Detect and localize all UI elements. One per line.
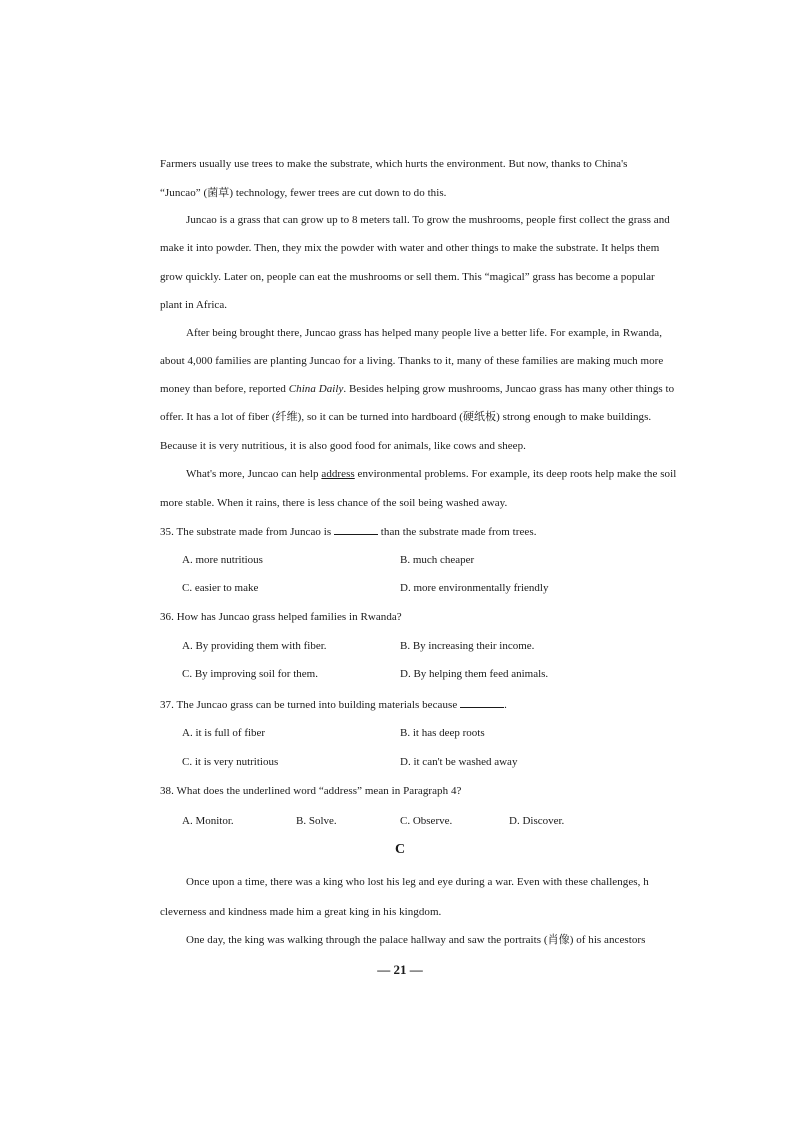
- question-37-option-d: D. it can't be washed away: [400, 756, 518, 768]
- page-number: — 21 —: [377, 962, 423, 977]
- question-38-option-c: C. Observe.: [400, 815, 453, 827]
- question-35-stem-after: than the substrate made from trees.: [378, 526, 537, 538]
- passage-p2-line-2: make it into powder. Then, they mix the powder with water and other things to make the substrate. It helps them: [160, 242, 660, 254]
- question-38-option-a: A. Monitor.: [182, 815, 234, 827]
- question-37-option-b: B. it has deep roots: [400, 727, 485, 739]
- answer-blank: [334, 524, 378, 535]
- passage-p3-line-2: about 4,000 families are planting Juncao for a living. Thanks to it, many of these families are making much more: [160, 355, 664, 367]
- question-38-stem: 38. What does the underlined word “address” mean in Paragraph 4?: [160, 785, 462, 797]
- answer-blank: [460, 697, 504, 708]
- question-37-stem-before: 37. The Juncao grass can be turned into building materials because: [160, 699, 461, 711]
- question-37-stem: [160, 697, 507, 712]
- passage-p3-line-3-after: . Besides helping grow mushrooms, Juncao grass has many other things to: [343, 383, 675, 395]
- section-c-heading: C: [394, 842, 406, 857]
- question-35-option-a: A. more nutritious: [182, 554, 263, 566]
- question-35-option-d: D. more environmentally friendly: [400, 582, 549, 594]
- passage-p1-line-1: Farmers usually use trees to make the substrate, which hurts the environment. But now, thanks to China's: [160, 158, 628, 170]
- question-38-option-b: B. Solve.: [296, 815, 337, 827]
- section-c-p1-line-2: cleverness and kindness made him a great king in his kingdom.: [160, 906, 442, 918]
- passage-p2-line-4: plant in Africa.: [160, 299, 228, 311]
- passage-p4-line-1: [186, 467, 676, 481]
- source-china-daily: China Daily: [288, 383, 344, 395]
- section-c-p2-line-1: One day, the king was walking through the palace hallway and saw the portraits (肖像) of his ancestors: [186, 934, 646, 946]
- passage-p3-line-3: [160, 382, 674, 396]
- passage-p4-line-2: more stable. When it rains, there is less chance of the soil being washed away.: [160, 497, 508, 509]
- question-36-option-d: D. By helping them feed animals.: [400, 668, 549, 680]
- question-38-option-d: D. Discover.: [509, 815, 565, 827]
- passage-p3-line-4: offer. It has a lot of fiber (纤维), so it can be turned into hardboard (硬纸板) strong enough to make buildings.: [160, 411, 652, 423]
- question-36-option-b: B. By increasing their income.: [400, 640, 535, 652]
- passage-p3-line-5: Because it is very nutritious, it is also good food for animals, like cows and sheep.: [160, 440, 526, 452]
- question-37-stem-after: .: [504, 699, 507, 711]
- question-37-option-c: C. it is very nutritious: [182, 756, 279, 768]
- question-36-option-a: A. By providing them with fiber.: [182, 640, 327, 652]
- question-35-option-b: B. much cheaper: [400, 554, 475, 566]
- passage-p3-line-3-before: money than before, reported: [160, 383, 289, 395]
- passage-p4-line-1-after: environmental problems. For example, its deep roots help make the soil: [354, 468, 677, 480]
- question-35-stem-before: 35. The substrate made from Juncao is: [160, 526, 334, 538]
- passage-p2-line-1: Juncao is a grass that can grow up to 8 meters tall. To grow the mushrooms, people first collect the grass and: [186, 214, 670, 226]
- section-c-p1-line-1: Once upon a time, there was a king who lost his leg and eye during a war. Even with these challenges, h: [186, 876, 649, 888]
- question-37-option-a: A. it is full of fiber: [182, 727, 266, 739]
- passage-p1-line-2: “Juncao” (菌草) technology, fewer trees are cut down to do this.: [160, 187, 447, 199]
- question-36-stem: 36. How has Juncao grass helped families in Rwanda?: [160, 611, 402, 623]
- passage-p4-line-1-before: What's more, Juncao can help: [186, 468, 322, 480]
- passage-p2-line-3: grow quickly. Later on, people can eat the mushrooms or sell them. This “magical” grass has become a popular: [160, 271, 655, 283]
- underlined-word-address: address: [321, 468, 355, 480]
- question-36-option-c: C. By improving soil for them.: [182, 668, 318, 680]
- passage-p3-line-1: After being brought there, Juncao grass has helped many people live a better life. For example, in Rwanda,: [186, 327, 663, 339]
- question-35-option-c: C. easier to make: [182, 582, 259, 594]
- question-35-stem: [160, 524, 537, 539]
